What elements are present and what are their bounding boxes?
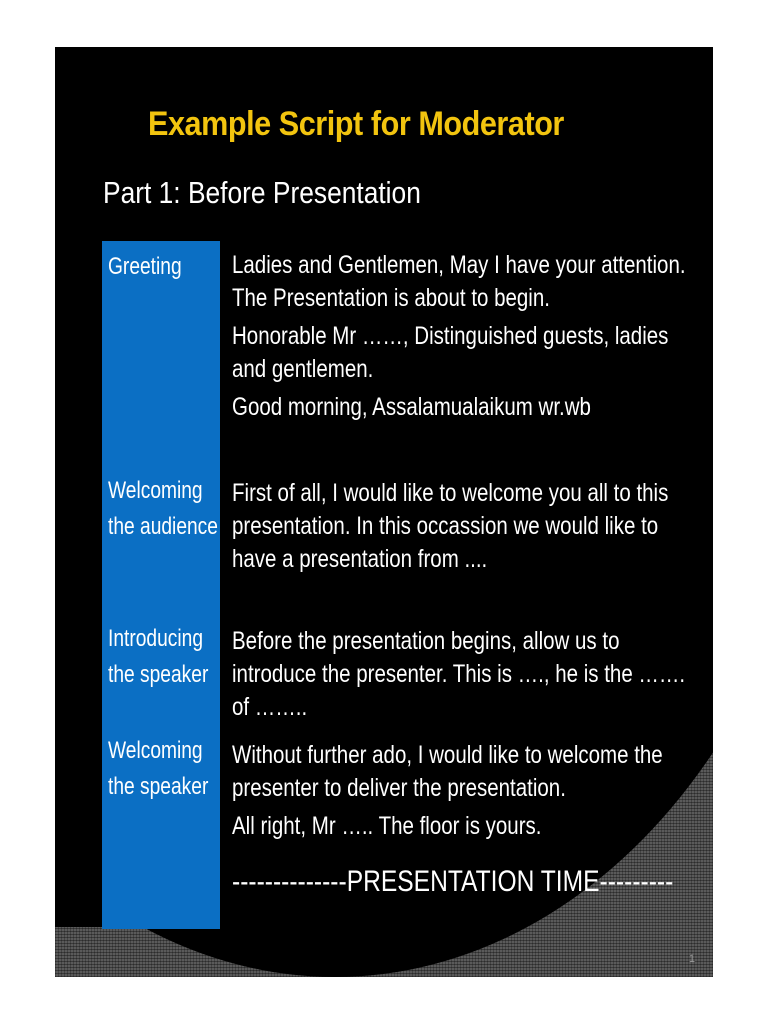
page-number: 1 — [688, 953, 695, 965]
presentation-time-divider: --------------PRESENTATION TIME--------- — [232, 865, 674, 898]
label-line: Welcoming — [108, 477, 203, 504]
label-text: Greeting — [108, 253, 182, 280]
section-label-welcoming-audience — [108, 473, 218, 545]
script-line: Honorable Mr ……, Distinguished guests, ladies and gentlemen. — [232, 322, 669, 383]
label-line: Welcoming — [108, 737, 203, 764]
slide-title: Example Script for Moderator — [148, 105, 564, 143]
section-content-welcoming-speaker — [232, 739, 663, 848]
script-line: Ladies and Gentlemen, May I have your attention. The Presentation is about to begin. — [232, 251, 686, 312]
script-line: All right, Mr ….. The floor is yours. — [232, 812, 542, 840]
section-label-column — [102, 241, 220, 929]
slide — [55, 47, 713, 977]
script-line: Before the presentation begins, allow us to introduce the presenter. This is …., he is the ……. of …….. — [232, 627, 686, 721]
script-line: First of all, I would like to welcome you all to this presentation. In this occassion we would like to have a presentation from .... — [232, 479, 669, 573]
section-label-introducing-speaker — [108, 621, 208, 693]
script-line: Good morning, Assalamualaikum wr.wb — [232, 393, 591, 421]
slide-subtitle: Part 1: Before Presentation — [103, 175, 421, 210]
section-content-welcoming-audience — [232, 477, 669, 581]
section-content-introducing-speaker — [232, 625, 686, 729]
section-label-greeting — [108, 249, 182, 285]
label-line: the speaker — [108, 773, 209, 800]
section-content-greeting — [232, 249, 686, 429]
label-line: the speaker — [108, 661, 209, 688]
script-line: Without further ado, I would like to welcome the presenter to deliver the presentation. — [232, 741, 663, 802]
section-label-welcoming-speaker — [108, 733, 208, 805]
label-line: Introducing — [108, 625, 203, 652]
label-line: the audience — [108, 513, 218, 540]
